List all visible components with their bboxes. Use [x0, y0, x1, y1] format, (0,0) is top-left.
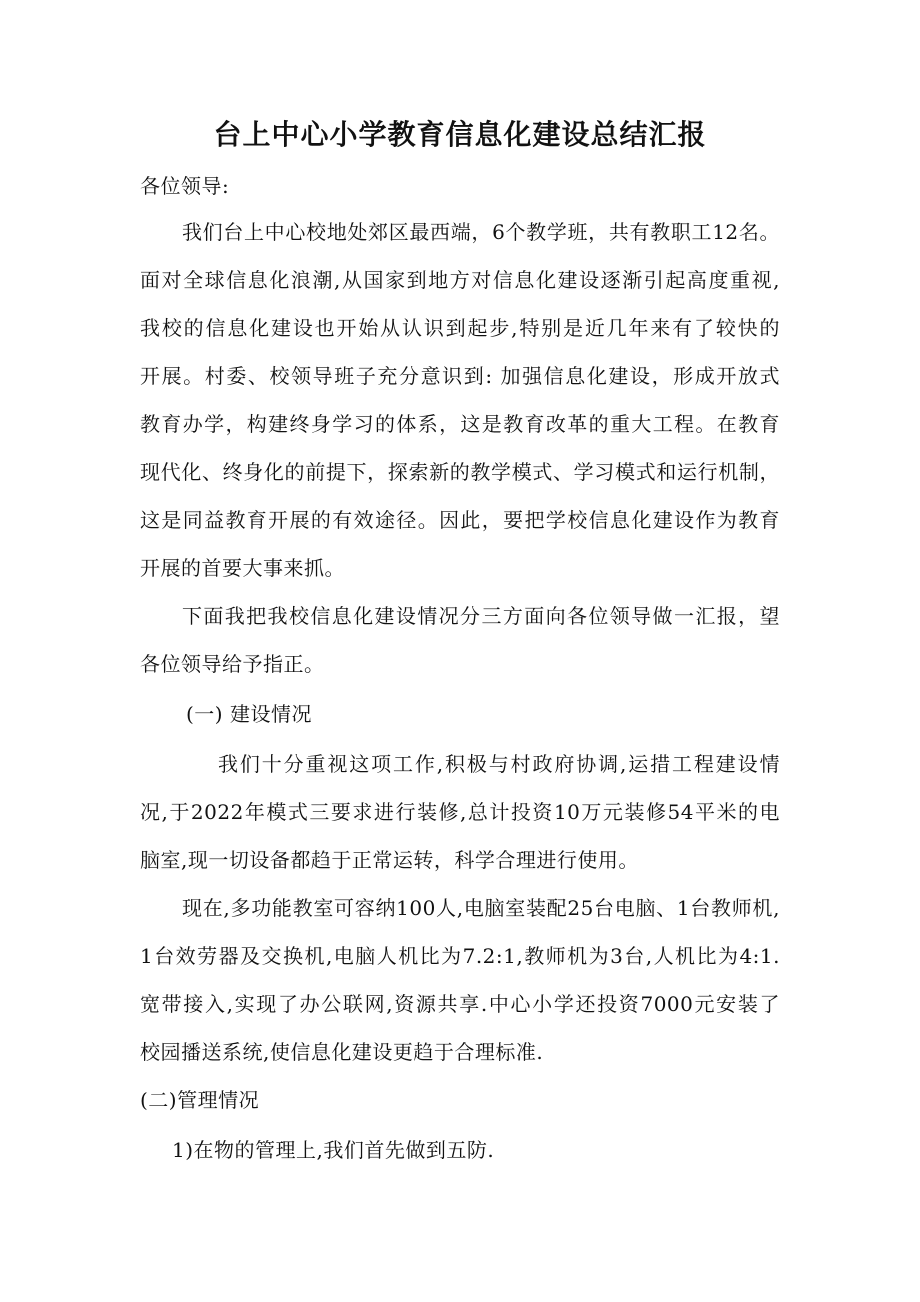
salutation: 各位领导: — [140, 174, 230, 198]
paragraph-line: 开展的首要大事来抓。 — [140, 556, 345, 580]
paragraph-line: 现在,多功能教室可容纳100人,电脑室装配25台电脑、1台教师机, — [182, 896, 780, 920]
paragraph-line: 况,于2022年模式三要求进行装修,总计投资10万元装修54平米的电 — [140, 800, 780, 824]
paragraph-line: 各位领导给予指正。 — [140, 652, 325, 676]
paragraph-line: 宽带接入,实现了办公联网,资源共享.中心小学还投资7000元安装了 — [140, 992, 780, 1016]
paragraph-line: 现代化、终身化的前提下，探索新的教学模式、学习模式和运行机制， — [140, 460, 780, 484]
document-title: 台上中心小学教育信息化建设总结汇报 — [213, 118, 707, 151]
paragraph-line: 1台效劳器及交换机,电脑人机比为7.2:1,教师机为3台,人机比为4:1. — [140, 944, 780, 968]
paragraph-line: 这是同益教育开展的有效途径。因此，要把学校信息化建设作为教育 — [140, 508, 780, 532]
paragraph-line: 1)在物的管理上,我们首先做到五防. — [172, 1138, 495, 1162]
paragraph-line: 脑室,现一切设备都趋于正常运转，科学合理进行使用。 — [140, 848, 639, 872]
paragraph-line: 面对全球信息化浪潮,从国家到地方对信息化建设逐渐引起高度重视, — [140, 268, 780, 292]
section-heading: (二)管理情况 — [140, 1088, 260, 1112]
paragraph-line: 开展。村委、校领导班子充分意识到: 加强信息化建设，形成开放式 — [140, 364, 780, 388]
paragraph-line: 下面我把我校信息化建设情况分三方面向各位领导做一汇报，望 — [182, 604, 780, 628]
paragraph-line: 我们十分重视这项工作,积极与村政府协调,运措工程建设情 — [218, 752, 780, 776]
paragraph-line: 教育办学，构建终身学习的体系，这是教育改革的重大工程。在教育 — [140, 412, 780, 436]
paragraph-line: 我校的信息化建设也开始从认识到起步,特别是近几年来有了较快的 — [140, 316, 780, 340]
section-heading: (一) 建设情况 — [186, 702, 312, 726]
paragraph-line: 我们台上中心校地处郊区最西端，6个教学班，共有教职工12名。 — [182, 220, 780, 244]
paragraph-line: 校园播送系统,使信息化建设更趋于合理标准. — [140, 1040, 544, 1064]
